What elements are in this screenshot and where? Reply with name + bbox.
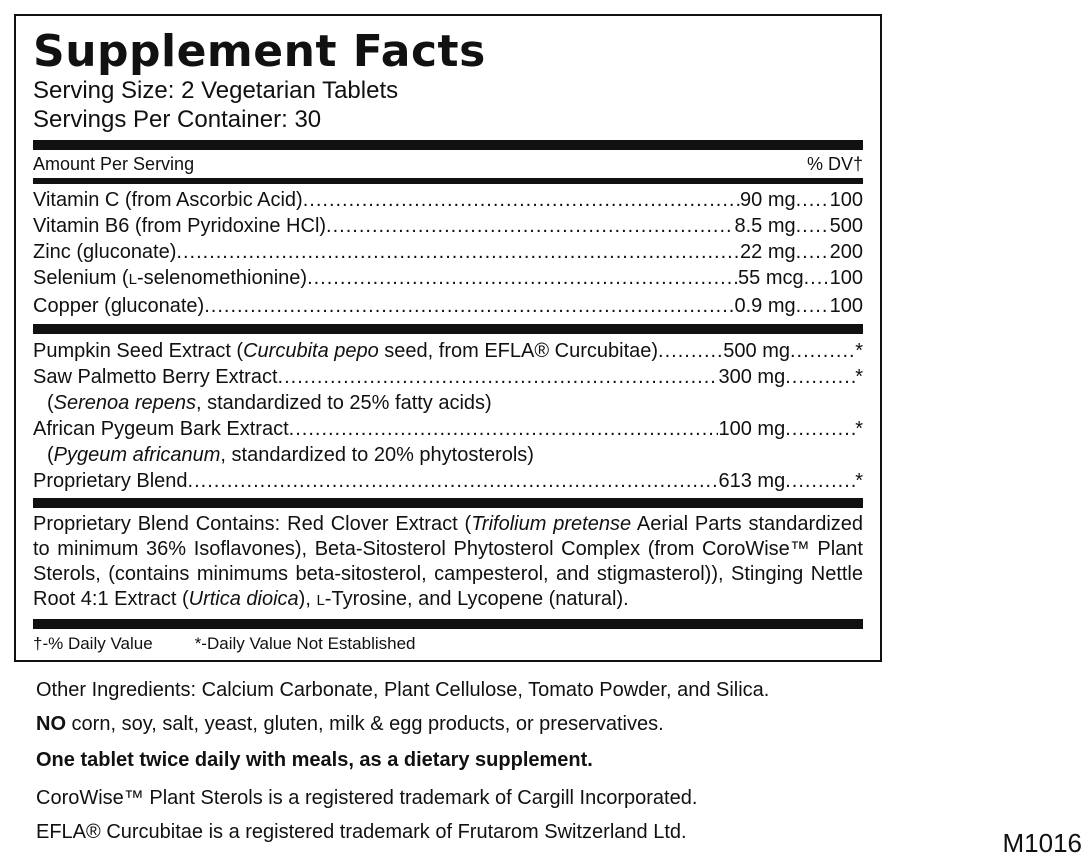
servings-per-container: Servings Per Container: 30 xyxy=(33,106,322,133)
allergen-statement: NO corn, soy, salt, yeast, gluten, milk & egg products, or preservatives. xyxy=(36,713,664,735)
product-code: M1016 xyxy=(1002,828,1082,858)
divider xyxy=(33,498,863,508)
trademark-efla: EFLA® Curcubitae is a registered trademark of Frutarom Switzerland Ltd. xyxy=(36,821,687,843)
nutrient-row: Saw Palmetto Berry Extract ..... 300 mg ..... * xyxy=(33,364,863,390)
nutrient-row: Pumpkin Seed Extract (Curcubita pepo seed, from EFLA® Curcubitae) ..... 500 mg ..... * xyxy=(33,338,863,364)
directions: One tablet twice daily with meals, as a dietary supplement. xyxy=(36,749,593,771)
footnotes xyxy=(33,629,863,659)
vitamins-section xyxy=(33,184,863,319)
nutrient-row: Vitamin C (from Ascorbic Acid) ..... 90 mg ..... 100 xyxy=(33,187,863,213)
column-header xyxy=(33,150,863,178)
nutrient-row: African Pygeum Bark Extract ..... 100 mg ..... * xyxy=(33,416,863,442)
amount-per-serving-label: Amount Per Serving xyxy=(33,154,195,174)
divider xyxy=(33,619,863,629)
nutrient-row: Copper (gluconate) ..... 0.9 mg ..... 100 xyxy=(33,293,863,319)
trademark-corowise: CoroWise™ Plant Sterols is a registered trademark of Cargill Incorporated. xyxy=(36,787,698,809)
not-established-footnote: *-Daily Value Not Established xyxy=(194,634,416,653)
nutrient-row: Selenium (L-selenomethionine) ..... 55 mcg ..... 100 xyxy=(33,265,863,293)
other-ingredients: Other Ingredients: Calcium Carbonate, Plant Cellulose, Tomato Powder, and Silica. xyxy=(36,679,770,701)
supplement-facts-panel xyxy=(14,14,882,662)
extracts-section xyxy=(33,334,863,494)
proprietary-blend-description: Proprietary Blend Contains: Red Clover Extract (Trifolium pretense Aerial Parts standardized to minimum 36% Isoflavones), Beta-Sitosterol Phytosterol Complex (from CoroWise™ Plant Sterols, (contains minimums beta-sitosterol, campesterol, and stigmasterol)), Stinging Nettle Root 4:1 Extract (Urtica dioica), L-Tyrosine, and Lycopene (natural). xyxy=(33,513,864,610)
nutrient-row: Vitamin B6 (from Pyridoxine HCl) ..... 8.5 mg ..... 500 xyxy=(33,213,863,239)
dv-footnote: †-% Daily Value xyxy=(33,634,153,653)
divider xyxy=(33,140,863,150)
nutrient-row: Zinc (gluconate) ..... 22 mg ..... 200 xyxy=(33,239,863,265)
nutrient-subtext: (Serenoa repens, standardized to 25% fatty acids) xyxy=(47,392,492,414)
dv-label: % DV† xyxy=(806,154,863,174)
serving-size: Serving Size: 2 Vegetarian Tablets xyxy=(33,77,399,104)
divider xyxy=(33,324,863,334)
panel-title: Supplement Facts xyxy=(33,26,486,77)
nutrient-row: Proprietary Blend ..... 613 mg ..... * xyxy=(33,468,863,494)
nutrient-subtext: (Pygeum africanum, standardized to 20% phytosterols) xyxy=(47,444,534,466)
